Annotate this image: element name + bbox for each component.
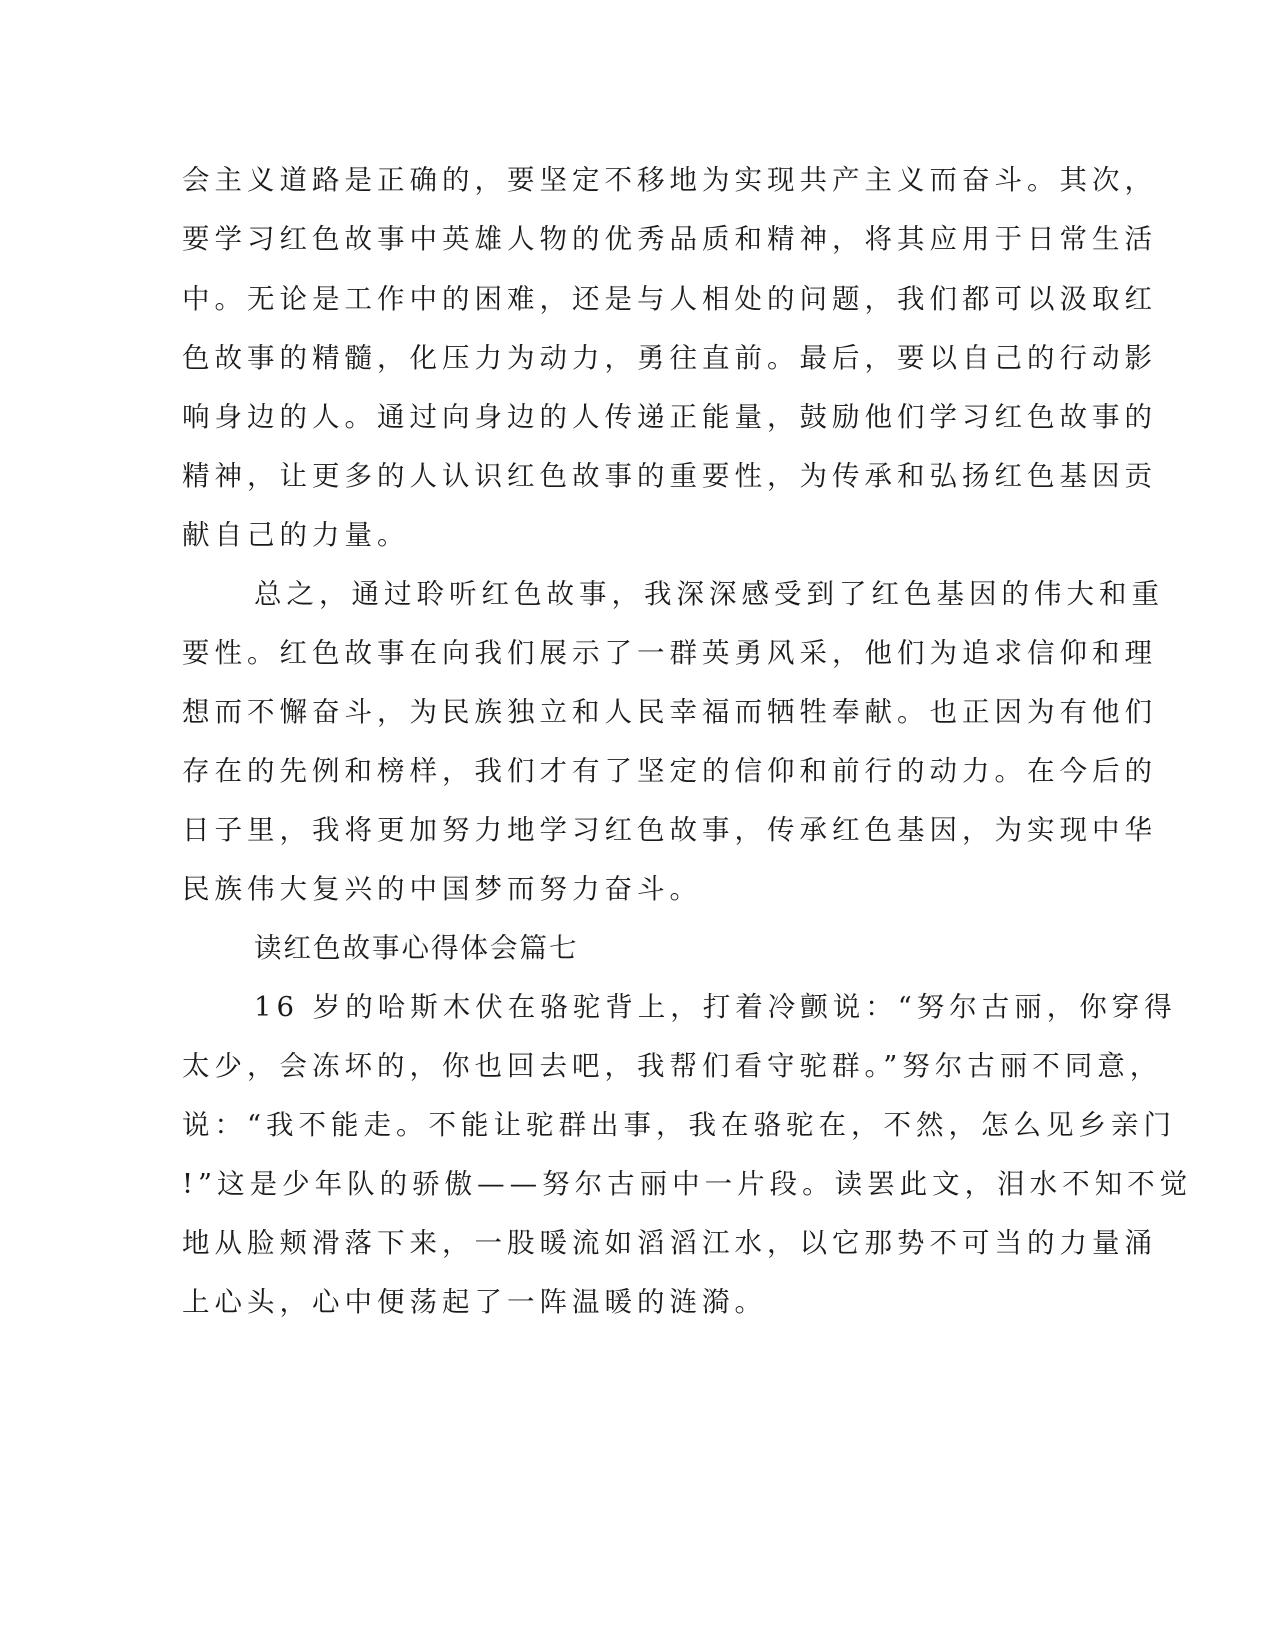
text-line: 16 岁的哈斯木伏在骆驼背上，打着冷颤说：“努尔古丽，你穿得 <box>254 991 1177 1023</box>
text-line: 存在的先例和榜样，我们才有了坚定的信仰和前行的动力。在今后的 <box>182 755 1157 787</box>
text-line: 想而不懈奋斗，为民族独立和人民幸福而牺牲奉献。也正因为有他们 <box>182 696 1157 728</box>
text-line: 总之，通过聆听红色故事，我深深感受到了红色基因的伟大和重 <box>254 578 1164 610</box>
text-line: 地从脸颊滑落下来，一股暖流如滔滔江水，以它那势不可当的力量涌 <box>182 1227 1157 1259</box>
text-line: 中。无论是工作中的困难，还是与人相处的问题，我们都可以汲取红 <box>182 283 1157 315</box>
section-heading: 读红色故事心得体会篇七 <box>254 932 579 964</box>
text-line: 响身边的人。通过向身边的人传递正能量，鼓励他们学习红色故事的 <box>182 401 1157 433</box>
text-line: 要性。红色故事在向我们展示了一群英勇风采，他们为追求信仰和理 <box>182 637 1157 669</box>
text-line: 献自己的力量。 <box>182 519 410 551</box>
text-line: 民族伟大复兴的中国梦而努力奋斗。 <box>182 873 702 905</box>
text-line: !”这是少年队的骄傲——努尔古丽中一片段。读罢此文，泪水不知不觉 <box>182 1168 1193 1200</box>
text-line: 太少，会冻坏的，你也回去吧，我帮们看守驼群。”努尔古丽不同意， <box>182 1050 1163 1082</box>
text-line: 要学习红色故事中英雄人物的优秀品质和精神，将其应用于日常生活 <box>182 223 1157 255</box>
text-line: 日子里，我将更加努力地学习红色故事，传承红色基因，为实现中华 <box>182 814 1157 846</box>
text-line: 色故事的精髓，化压力为动力，勇往直前。最后，要以自己的行动影 <box>182 342 1157 374</box>
text-line: 说：“我不能走。不能让驼群出事，我在骆驼在，不然，怎么见乡亲门 <box>182 1109 1177 1141</box>
text-line: 精神，让更多的人认识红色故事的重要性，为传承和弘扬红色基因贡 <box>182 460 1157 492</box>
text-line: 会主义道路是正确的，要坚定不移地为实现共产主义而奋斗。其次， <box>182 164 1157 196</box>
text-line: 上心头，心中便荡起了一阵温暖的涟漪。 <box>182 1286 767 1318</box>
